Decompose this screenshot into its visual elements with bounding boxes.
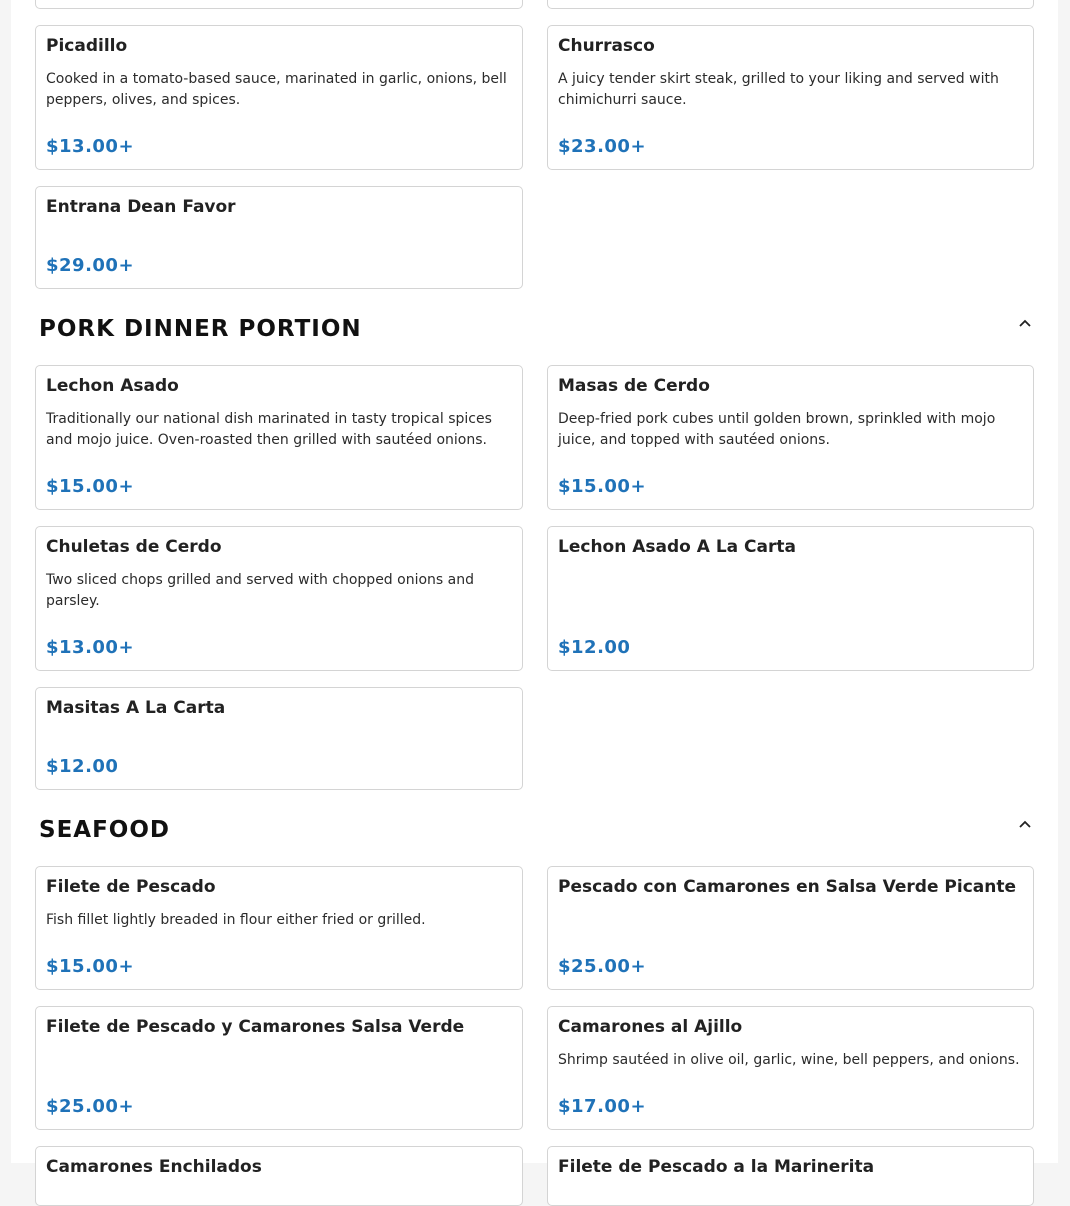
menu-item-name: Masitas A La Carta (46, 698, 226, 718)
menu-item-price: $25.00+ (46, 1096, 135, 1117)
menu-item-name: Filete de Pescado y Camarones Salsa Verde (46, 1017, 465, 1037)
menu-item-name: Lechon Asado A La Carta (558, 537, 796, 557)
menu-item-description: Traditionally our national dish marinated in tasty tropical spices and mojo juice. Oven-roasted then grilled with sautéed onions. (46, 411, 492, 448)
menu-item-card[interactable] (35, 526, 523, 671)
menu-item-card[interactable] (547, 1146, 1034, 1206)
menu-item-name: Filete de Pescado a la Marinerita (558, 1157, 875, 1177)
menu-item-card[interactable] (35, 1006, 523, 1130)
menu-item-name: Entrana Dean Favor (46, 197, 236, 217)
menu-item-name: Picadillo (46, 36, 128, 56)
menu-item-price: $13.00+ (46, 136, 135, 157)
menu-item-price: $17.00+ (558, 1096, 647, 1117)
menu-item-card[interactable] (547, 866, 1034, 990)
menu-item-card[interactable] (35, 186, 523, 289)
collapse-section-button[interactable] (1013, 311, 1037, 335)
menu-item-price: $12.00 (46, 756, 119, 777)
section-title-seafood: SEAFOOD (39, 817, 170, 843)
menu-item-name: Filete de Pescado (46, 877, 216, 897)
menu-item-price: $12.00 (558, 637, 631, 658)
menu-item-description: Deep-fried pork cubes until golden brown, sprinkled with mojo juice, and topped with sautéed onions. (558, 411, 996, 448)
chevron-up-icon (1018, 817, 1032, 831)
menu-item-name: Churrasco (558, 36, 655, 56)
menu-item-description: Two sliced chops grilled and served with chopped onions and parsley. (46, 572, 474, 609)
menu-item-description: A juicy tender skirt steak, grilled to your liking and served with chimichurri sauce. (558, 71, 999, 108)
menu-item-price: $23.00+ (558, 136, 647, 157)
section-title-pork: PORK DINNER PORTION (39, 316, 362, 342)
menu-item-price: $25.00+ (558, 956, 647, 977)
menu-item-price: $15.00+ (46, 476, 135, 497)
menu-item-card[interactable] (547, 1006, 1034, 1130)
menu-item-price: $13.00+ (46, 637, 135, 658)
menu-item-name: Camarones al Ajillo (558, 1017, 743, 1037)
menu-item-card[interactable] (547, 365, 1034, 510)
menu-item-card[interactable] (35, 25, 523, 170)
menu-item-name: Camarones Enchilados (46, 1157, 262, 1177)
menu-item-card[interactable] (35, 1146, 523, 1206)
menu-item-card[interactable] (35, 866, 523, 990)
menu-item-card-partial[interactable] (547, 0, 1034, 9)
menu-item-price: $15.00+ (46, 956, 135, 977)
menu-item-price: $29.00+ (46, 255, 135, 276)
menu-item-description: Cooked in a tomato-based sauce, marinated in garlic, onions, bell peppers, olives, and spices. (46, 71, 507, 108)
chevron-up-icon (1018, 316, 1032, 330)
collapse-section-button[interactable] (1013, 812, 1037, 836)
menu-item-name: Lechon Asado (46, 376, 179, 396)
menu-item-card[interactable] (547, 25, 1034, 170)
menu-item-description: Fish fillet lightly breaded in flour either fried or grilled. (46, 912, 426, 928)
menu-item-name: Chuletas de Cerdo (46, 537, 222, 557)
menu-item-card[interactable] (35, 365, 523, 510)
menu-item-card-partial[interactable] (35, 0, 523, 9)
menu-page (11, 0, 1058, 1177)
menu-item-price: $15.00+ (558, 476, 647, 497)
menu-item-name: Masas de Cerdo (558, 376, 710, 396)
menu-item-card[interactable] (547, 526, 1034, 671)
menu-item-description: Shrimp sautéed in olive oil, garlic, wine, bell peppers, and onions. (558, 1052, 1020, 1068)
menu-item-name: Pescado con Camarones en Salsa Verde Picante (558, 877, 1017, 897)
menu-item-card[interactable] (35, 687, 523, 790)
